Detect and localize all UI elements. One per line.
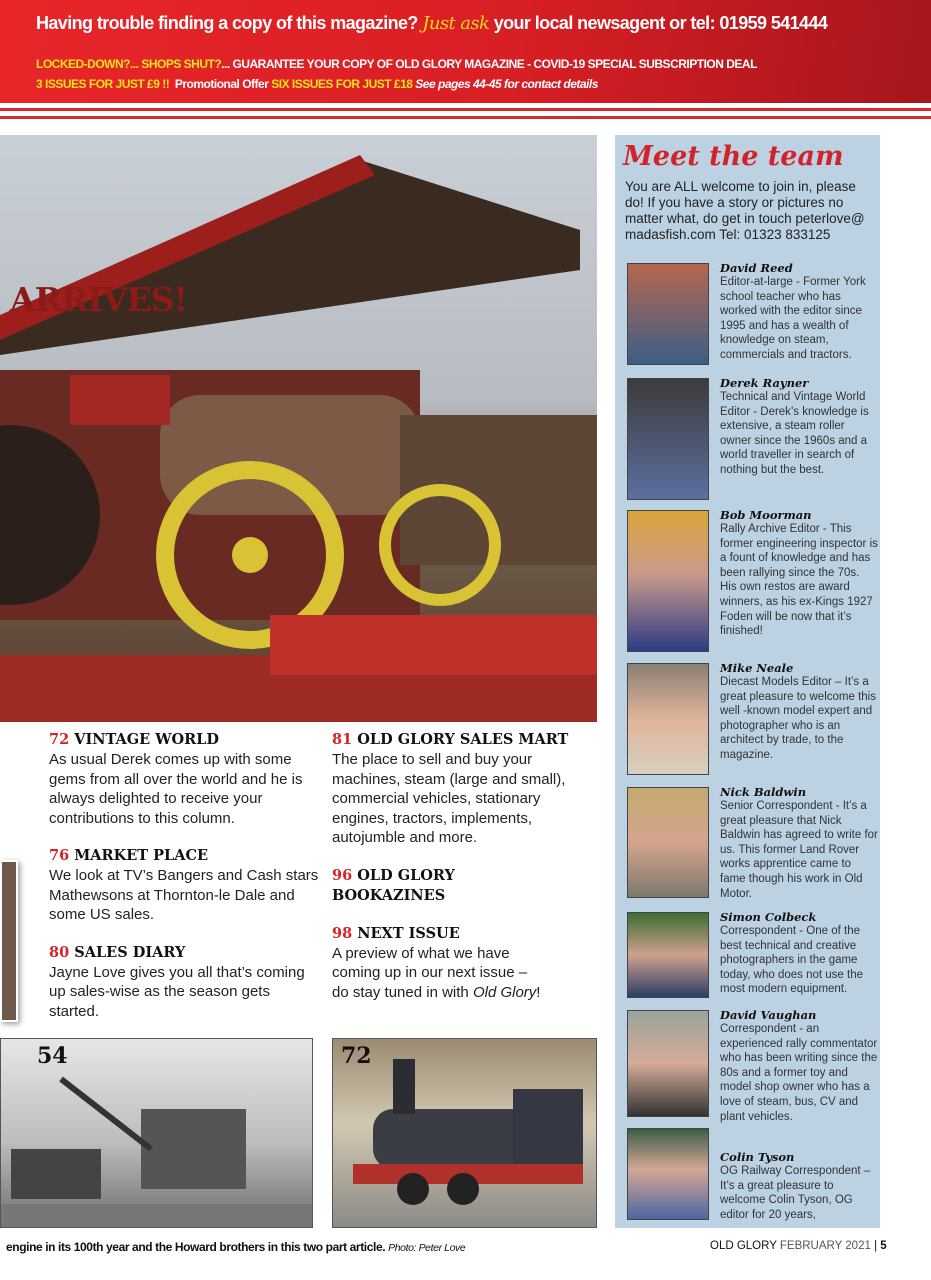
contents-left-column (49, 730, 319, 1039)
divider-stripe (0, 116, 931, 119)
banner-text: ... GUARANTEE YOUR COPY OF OLD GLORY MAGAZINE - COVID-19 SPECIAL SUBSCRIPTION DEAL (221, 57, 757, 71)
member-name: Mike Neale (720, 661, 794, 675)
magazine-name: OLD GLORY (710, 1240, 777, 1252)
subscription-banner (0, 0, 931, 103)
entry-title: OLD GLORY BOOKAZINES (332, 866, 455, 904)
entry-text: Jayne Love gives you all that’s coming up sales-wise as the season gets started. (49, 963, 305, 1020)
photo-locomotive-page-72 (332, 1038, 597, 1228)
entry-text: The place to sell and buy your machines, steam (large and small), commercial vehicles, stationary engines, tractors, implements, autojumble and more. (332, 751, 566, 846)
traction-engine-photo (0, 135, 597, 722)
portrait-mike-neale (627, 663, 709, 775)
portrait-simon-colbeck (627, 912, 709, 998)
member-name: Colin Tyson (720, 1150, 795, 1164)
member-bio: Diecast Models Editor – It’s a great pleasure to welcome this well -known model expert and photographer who is an architect by trade, to the magazine. (720, 676, 876, 761)
page-folio (710, 1240, 887, 1252)
contents-entry[interactable] (332, 730, 582, 848)
portrait-nick-baldwin (627, 787, 709, 898)
contents-entry[interactable] (49, 730, 319, 828)
portrait-colin-tyson (627, 1128, 709, 1220)
page-number: 5 (880, 1240, 887, 1252)
member-name: Bob Moorman (720, 508, 812, 522)
page-number: 72 (49, 731, 70, 748)
member-name: Nick Baldwin (720, 785, 807, 799)
page-label: 72 (341, 1043, 372, 1069)
member-bio: Correspondent - an experienced rally commentator who has been writing since the 80s and a former toy and model shop owner who has a love of steam, bus, CV and plant vehicles. (720, 1023, 878, 1123)
meet-the-team-panel (615, 135, 880, 1228)
banner-contact: See pages 44-45 for contact details (415, 77, 598, 91)
banner-text: Having trouble finding a copy of this magazine? (36, 13, 418, 33)
offer-3-issues: 3 ISSUES FOR JUST £9 !! (36, 77, 170, 91)
banner-line-3 (36, 76, 916, 92)
member-bio: Rally Archive Editor - This former engineering inspector is a fount of knowledge and has been rallying since the 70s. His own restos are award winners, as his ex-Kings 1927 Foden will be now that it’s finished! (720, 523, 878, 638)
member-bio: OG Railway Correspondent – It’s a great pleasure to welcome Colin Tyson, OG editor for 20 years, (720, 1165, 871, 1221)
page-number: 98 (332, 924, 353, 942)
portrait-derek-rayner (627, 378, 709, 500)
traction-engine-illustration (0, 135, 597, 722)
page-number: 80 (49, 943, 70, 961)
contents-entry[interactable] (332, 866, 472, 906)
contents-entry[interactable] (332, 924, 582, 1003)
contents-entry[interactable] (49, 943, 319, 1022)
contents-entry[interactable] (49, 846, 319, 925)
banner-text: Promotional Offer (174, 77, 269, 91)
portrait-bob-moorman (627, 510, 709, 652)
headline-arrives: ARRIVES! (10, 280, 187, 319)
banner-line-2 (36, 56, 916, 72)
member-name: Simon Colbeck (720, 910, 817, 924)
caption-text: engine in its 100th year and the Howard brothers in this two part article. (6, 1240, 386, 1254)
entry-text: We look at TV’s Bangers and Cash stars Mathewsons at Thornton-le Dale and some US sales. (49, 867, 319, 923)
photo-credit: Photo: Peter Love (388, 1242, 466, 1254)
page-number: 76 (49, 847, 70, 864)
inset-photo-edge (0, 860, 18, 1022)
entry-text-italic: Old Glory (472, 983, 537, 1001)
page-number: 96 (332, 866, 353, 884)
member-bio: Technical and Vintage World Editor - Derek’s knowledge is extensive, a steam roller owner since the 1960s and a world traveller in search of nothing but the best. (720, 391, 869, 476)
banner-highlight: Just ask (422, 13, 490, 34)
member-name: Derek Rayner (720, 376, 809, 390)
contents-right-column (332, 730, 582, 1020)
offer-6-issues: SIX ISSUES FOR JUST £18 (271, 77, 413, 91)
team-title: Meet the team (623, 141, 844, 172)
issue-date: FEBRUARY 2021 (779, 1240, 871, 1252)
entry-title: NEXT ISSUE (357, 924, 460, 942)
member-bio: Senior Correspondent - It’s a great pleasure that Nick Baldwin has agreed to write for us. This former Land Rover works apprentice came to fame though his work in Old Motor. (720, 800, 878, 900)
entry-title: MARKET PLACE (74, 847, 209, 864)
banner-phone: your local newsagent or tel: 01959 541444 (493, 13, 828, 33)
photo-crane-page-54 (0, 1038, 313, 1228)
portrait-david-reed (627, 263, 709, 365)
folio-separator: | (874, 1240, 878, 1252)
page-label: 54 (37, 1043, 68, 1069)
entry-text: As usual Derek comes up with some gems from all over the world and he is always delighted to receive your contributions to this column. (49, 751, 303, 827)
locomotive-illustration (333, 1039, 597, 1228)
portrait-david-vaughan (627, 1010, 709, 1117)
team-intro: You are ALL welcome to join in, please do! If you have a story or pictures no matter what, do get in touch peterlove@ madasfish.com Tel: 01323 833125 (625, 179, 865, 242)
page-number: 81 (332, 731, 353, 748)
banner-highlight: LOCKED-DOWN?... SHOPS SHUT? (36, 57, 222, 71)
member-bio: Editor-at-large - Former York school teacher who has worked with the editor since 1995 and has a wealth of knowledge on steam, commercials and tractors. (720, 276, 866, 361)
entry-title: SALES DIARY (74, 943, 186, 961)
entry-title: OLD GLORY SALES MART (357, 731, 569, 748)
member-bio: Correspondent - One of the best technical and creative photographers in the game today, who does not use the most modern equipment. (720, 925, 863, 996)
member-name: David Vaughan (720, 1008, 817, 1022)
photo-caption (6, 1240, 465, 1254)
member-name: David Reed (720, 261, 793, 275)
entry-text-end: ! (536, 983, 541, 1001)
banner-line-1 (36, 11, 916, 36)
divider-stripe (0, 108, 931, 111)
entry-text: A preview of what we have coming up in our next issue – do stay tuned in with (332, 944, 528, 1001)
entry-title: VINTAGE WORLD (74, 731, 220, 748)
